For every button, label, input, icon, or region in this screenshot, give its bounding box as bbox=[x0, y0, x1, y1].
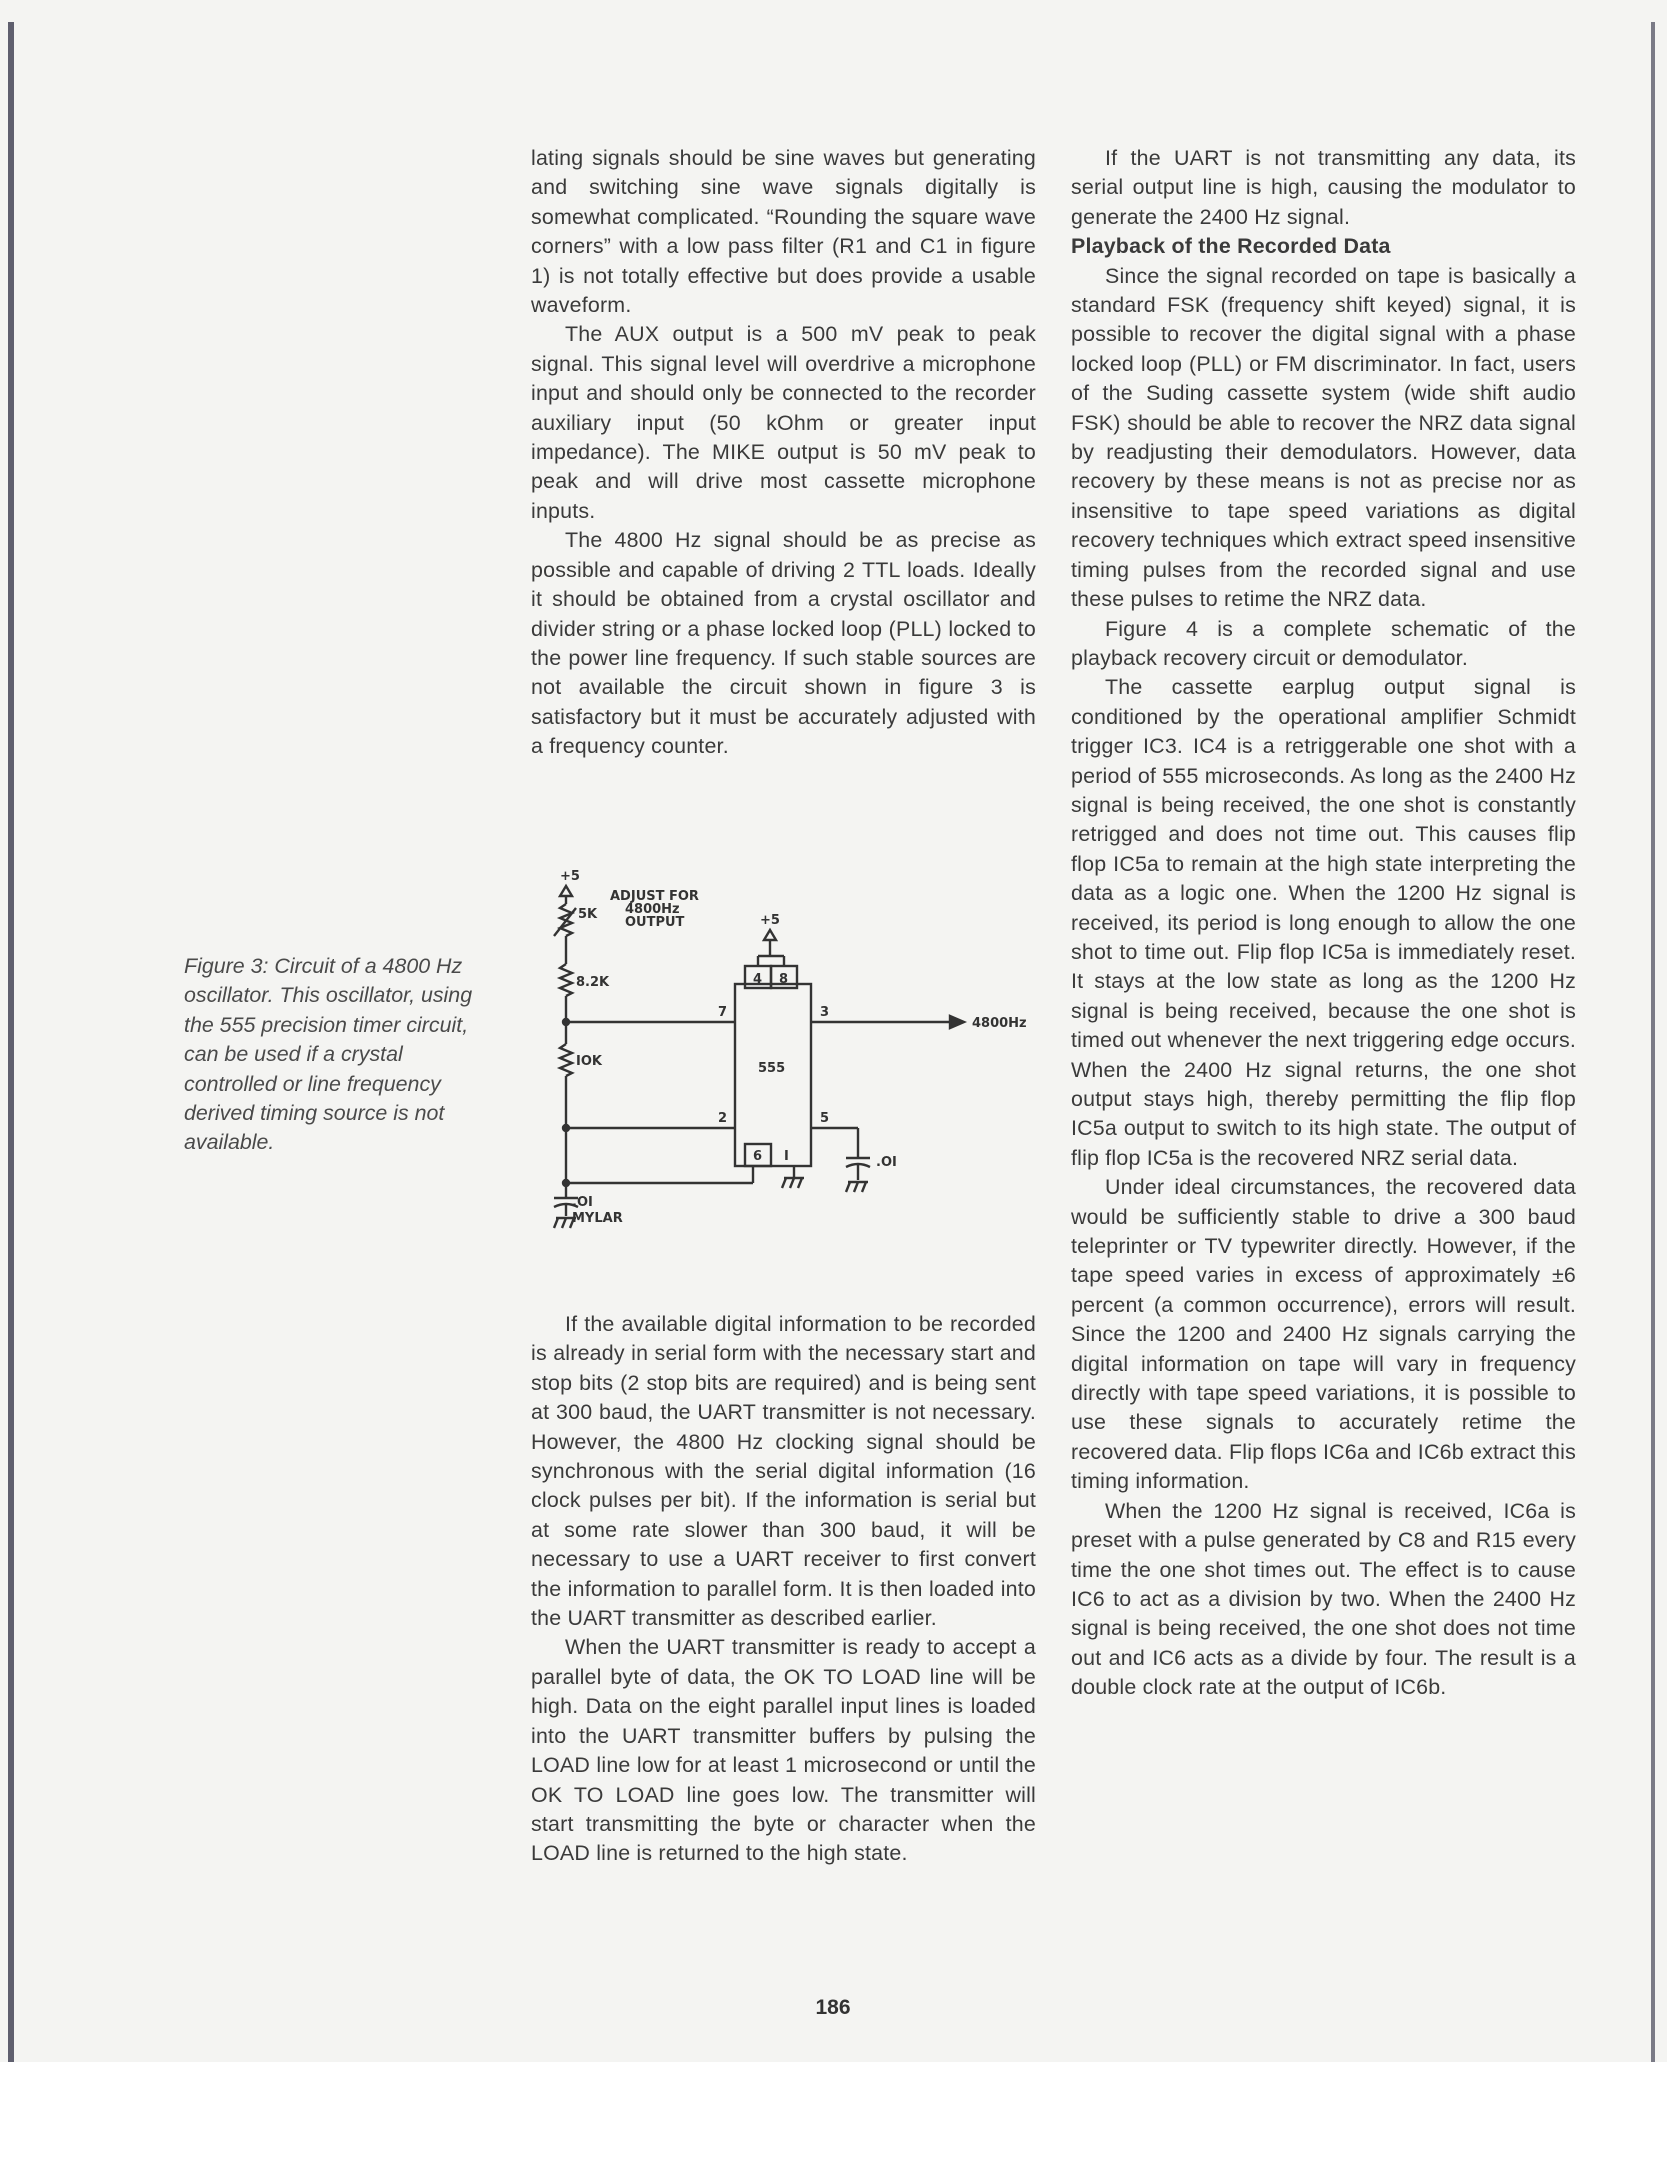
paragraph: Since the signal recorded on tape is basically a standard FSK (frequency shift keyed) signal, it is possible to recover the digital signal with a phase locked loop (PLL) or FM discriminator. In fact, users of the Suding cassette system (wide shift audio FSK) should be able to recover the NRZ data signal by readjusting their demodulators. However, data recovery by these means is not as precise nor as insensitive to tape speed variations as digital recovery techniques which extract speed insensitive timing pulses from the recorded signal and use these pulses to retime the NRZ data. bbox=[1071, 263, 1576, 612]
figure-caption: Figure 3: Circuit of a 4800 Hz oscillator. This oscillator, using the 555 precision timer circuit, can be used if a crystal controlled or line frequency derived timing source is not available. bbox=[184, 954, 473, 1155]
middle-column-top bbox=[531, 144, 1036, 762]
paragraph: When the 1200 Hz signal is received, IC6a is preset with a pulse generated by C8 and R15 every time the one shot times out. The effect is to cause IC6 to act as a division by two. When the 2400 Hz signal is being received, the one shot does not time out and IC6 acts as a divide by four. The result is a double clock rate at the output of IC6b. bbox=[1071, 1498, 1576, 1700]
pin-2-label: 2 bbox=[718, 1111, 728, 1126]
paragraph: If the UART is not transmitting any data, its serial output line is high, causing the modulator to generate the 2400 Hz signal. bbox=[1071, 146, 1576, 229]
paragraph: lating signals should be sine waves but generating and switching sine wave signals digitally is somewhat complicated. “Rounding the square wave corners” with a low pass filter (R1 and C1 in figure 1) is not totally effective but does provide a usable waveform. bbox=[531, 146, 1036, 318]
adjust-label-3: OUTPUT bbox=[625, 915, 685, 930]
ground-hatch bbox=[562, 1218, 566, 1228]
section-heading: Playback of the Recorded Data bbox=[1071, 234, 1391, 259]
paragraph: The cassette earplug output signal is conditioned by the operational amplifier Schmidt trigger IC3. IC4 is a retriggerable one shot with a period of 555 microseconds. As long as the 2400 Hz signal is being received, the one shot is constantly retrigged and does not time out. This causes flip flop IC5a to remain at the high state interpreting the data as a logic one. When the 1200 Hz signal is received, its period is long enough to allow the one shot to time out. Flip flop IC5a is immediately reset. It stays at the low state as long as the 1200 Hz signal is being received, because the one shot is timed out whenever the next triggering edge occurs. When the 2400 Hz signal returns, the one shot output stays high, thereby permitting the flip flop IC5a output to switch to its high state. The output of flip flop IC5a is the recovered NRZ serial data. bbox=[1071, 675, 1576, 1170]
cap-left-type: MYLAR bbox=[572, 1211, 623, 1226]
output-frequency-label: 4800Hz bbox=[972, 1016, 1027, 1031]
paragraph: Under ideal circumstances, the recovered data would be sufficiently stable to drive a 300 baud teleprinter or TV typewriter directly. However, if the tape speed varies in excess of approximately ±6 percent (a common occurrence), errors will result. Since the 1200 and 2400 Hz signals carrying the digital information on tape will vary in frequency directly with tape speed variations, it is possible to use these signals to accurately retime the recovered data. Flip flops IC6a and IC6b extract this timing information. bbox=[1071, 1175, 1576, 1494]
page-number: 186 bbox=[815, 1996, 851, 2019]
right-edge-rule bbox=[1651, 22, 1655, 2062]
pin-6-label: 6 bbox=[753, 1149, 763, 1164]
ic-label: 555 bbox=[758, 1061, 786, 1076]
ground-hatch bbox=[782, 1178, 786, 1188]
supply-arrow-left bbox=[560, 886, 572, 896]
adjust-label-2: 4800Hz bbox=[625, 902, 680, 917]
supply-label-right: +5 bbox=[760, 913, 780, 928]
middle-column-bottom bbox=[531, 1310, 1036, 1869]
ground-hatch bbox=[798, 1178, 802, 1188]
cap-right-value: .OI bbox=[876, 1155, 897, 1170]
supply-arrow-right bbox=[764, 930, 776, 940]
resistor-1-label: 8.2K bbox=[576, 975, 610, 990]
pin-4-label: 4 bbox=[753, 972, 763, 987]
circuit-schematic bbox=[540, 860, 1027, 1270]
ground-hatch bbox=[554, 1218, 558, 1228]
cap-left-value: .OI bbox=[572, 1195, 593, 1210]
pot-value-label: 5K bbox=[578, 907, 598, 922]
pin-8-label: 8 bbox=[779, 972, 789, 987]
resistor-8k2 bbox=[560, 964, 572, 996]
pin-5-label: 5 bbox=[820, 1111, 830, 1126]
resistor-2-label: IOK bbox=[576, 1054, 602, 1069]
ground-hatch bbox=[854, 1182, 858, 1192]
output-arrow bbox=[950, 1016, 964, 1028]
resistor-10k bbox=[560, 1044, 572, 1076]
ground-hatch bbox=[790, 1178, 794, 1188]
page-bottom-margin bbox=[0, 2062, 1667, 2160]
pin-3-label: 3 bbox=[820, 1005, 830, 1020]
pin-1-label: I bbox=[784, 1149, 789, 1164]
supply-label-left: +5 bbox=[560, 869, 580, 884]
ground-hatch bbox=[862, 1182, 866, 1192]
pin-7-label: 7 bbox=[718, 1005, 728, 1020]
paragraph: When the UART transmitter is ready to accept a parallel byte of data, the OK TO LOAD line will be high. Data on the eight parallel input lines is loaded into the UART transmitter buffers by pulsing the LOAD line low for at least 1 microsecond or until the OK TO LOAD line goes low. The transmitter will start transmitting the byte or character when the LOAD line is returned to the high state. bbox=[531, 1635, 1036, 1866]
ground-hatch bbox=[846, 1182, 850, 1192]
paragraph: The 4800 Hz signal should be as precise as possible and capable of driving 2 TTL loads. Ideally it should be obtained from a crystal oscillator and divider string or a phase locked loop (PLL) locked to the power line frequency. If such stable sources are not available the circuit shown in figure 3 is satisfactory but it must be accurately adjusted with a frequency counter. bbox=[531, 528, 1036, 759]
right-column bbox=[1071, 144, 1576, 1703]
left-edge-rule bbox=[8, 22, 14, 2062]
adjust-label-1: ADJUST FOR bbox=[610, 889, 699, 904]
paragraph: If the available digital information to be recorded is already in serial form with the necessary start and stop bits (2 stop bits are required) and is being sent at 300 baud, the UART transmitter is not necessary. However, the 4800 Hz clocking signal should be synchronous with the serial digital information (16 clock pulses per bit). If the information is serial but at some rate slower than 300 baud, it will be necessary to use a UART receiver to first convert the information to parallel form. It is then loaded into the UART transmitter as described earlier. bbox=[531, 1312, 1036, 1631]
paragraph: Figure 4 is a complete schematic of the playback recovery circuit or demodulator. bbox=[1071, 616, 1576, 670]
paragraph: The AUX output is a 500 mV peak to peak signal. This signal level will overdrive a microphone input and should only be connected to the recorder auxiliary input (50 kOhm or greater input impedance). The MIKE output is 50 mV peak to peak and will drive most cassette microphone inputs. bbox=[531, 322, 1036, 523]
